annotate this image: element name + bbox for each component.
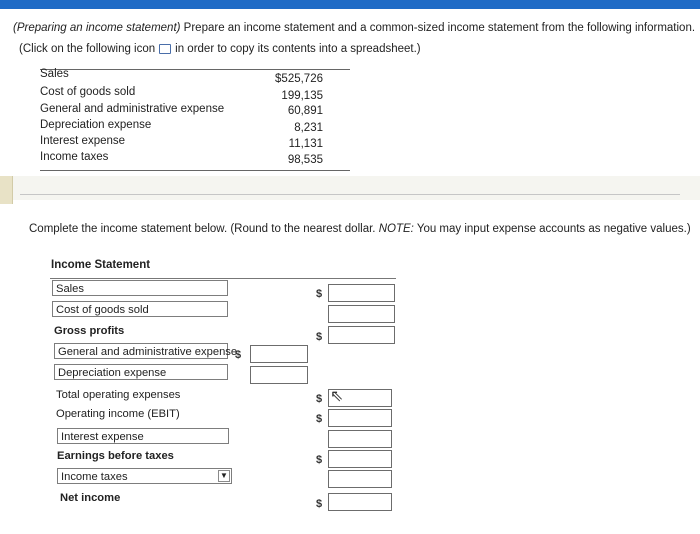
- row-label-ebit: Operating income (EBIT): [56, 408, 180, 420]
- ga-expense-input[interactable]: [250, 345, 308, 363]
- copy-to-spreadsheet-icon[interactable]: [159, 44, 171, 54]
- given-value-interest: 11,131: [288, 138, 323, 150]
- prompt-topic: (Preparing an income statement): [13, 22, 181, 34]
- given-label-sales: Sales: [40, 68, 69, 80]
- row-label-gross-profits: Gross profits: [54, 325, 125, 337]
- currency-sign: $: [316, 498, 323, 510]
- row-label-total-opex: Total operating expenses: [56, 389, 181, 401]
- row-label-ebt: Earnings before taxes: [57, 450, 174, 462]
- income-statement-title: Income Statement: [51, 259, 151, 271]
- given-value-depreciation: 8,231: [294, 122, 323, 134]
- ebit-input[interactable]: [328, 409, 392, 427]
- given-value-cogs: 199,135: [281, 90, 323, 102]
- currency-sign: $: [316, 413, 323, 425]
- income-statement-rule: [50, 278, 396, 279]
- currency-sign: $: [316, 331, 323, 343]
- ebt-input[interactable]: [328, 450, 392, 468]
- instruction-note-text: You may input expense accounts as negative values.): [416, 223, 691, 235]
- cogs-amount-input[interactable]: [328, 305, 395, 323]
- depreciation-input[interactable]: [250, 366, 308, 384]
- top-accent-bar: [0, 0, 700, 9]
- interest-input[interactable]: [328, 430, 392, 448]
- prompt-text: Prepare an income statement and a common-sized income statement from the following information.: [183, 22, 696, 34]
- panel-resize-handle[interactable]: [0, 176, 13, 204]
- currency-sign: $: [235, 349, 242, 361]
- row-label-cogs[interactable]: Cost of goods sold: [52, 301, 228, 317]
- given-label-depreciation: Depreciation expense: [40, 119, 152, 131]
- given-table-bottom-rule: [40, 170, 350, 171]
- given-label-interest: Interest expense: [40, 135, 126, 147]
- copy-instruction: [19, 43, 421, 55]
- chevron-down-icon[interactable]: ▼: [218, 470, 230, 482]
- row-label-net-income: Net income: [60, 492, 121, 504]
- row-label-interest[interactable]: Interest expense: [57, 428, 229, 444]
- currency-sign: $: [316, 393, 323, 405]
- copy-instruction-text: (Click on the following icon: [19, 43, 156, 55]
- given-table-top-rule: [40, 69, 350, 70]
- row-label-depreciation[interactable]: Depreciation expense: [54, 364, 228, 380]
- copy-instruction-text-end: in order to copy its contents into a spreadsheet.): [175, 43, 421, 55]
- given-label-cogs: Cost of goods sold: [40, 86, 136, 98]
- row-label-ga-expense[interactable]: General and administrative expense: [54, 343, 228, 359]
- net-income-input[interactable]: [328, 493, 392, 511]
- data-panel-footer: [0, 176, 700, 200]
- instruction-text: [29, 223, 691, 235]
- given-value-taxes: 98,535: [287, 154, 323, 166]
- income-taxes-select-value: Income taxes: [61, 471, 128, 483]
- given-value-ga: 60,891: [287, 105, 323, 117]
- income-taxes-select[interactable]: [57, 468, 232, 484]
- given-label-ga: General and administrative expense: [40, 103, 225, 115]
- row-label-sales[interactable]: Sales: [52, 280, 228, 296]
- given-label-taxes: Income taxes: [40, 151, 109, 163]
- mouse-cursor-icon: ⇖: [330, 388, 344, 405]
- gross-profits-input[interactable]: [328, 326, 395, 344]
- question-prompt: [13, 22, 695, 34]
- sales-amount-input[interactable]: [328, 284, 395, 302]
- given-value-sales: $525,726: [275, 73, 323, 85]
- currency-sign: $: [316, 454, 323, 466]
- instruction-note: NOTE:: [378, 223, 414, 235]
- section-divider: [20, 194, 680, 195]
- income-taxes-input[interactable]: [328, 470, 392, 488]
- instruction-main: Complete the income statement below. (Round to the nearest dollar.: [29, 223, 376, 235]
- currency-sign: $: [316, 288, 323, 300]
